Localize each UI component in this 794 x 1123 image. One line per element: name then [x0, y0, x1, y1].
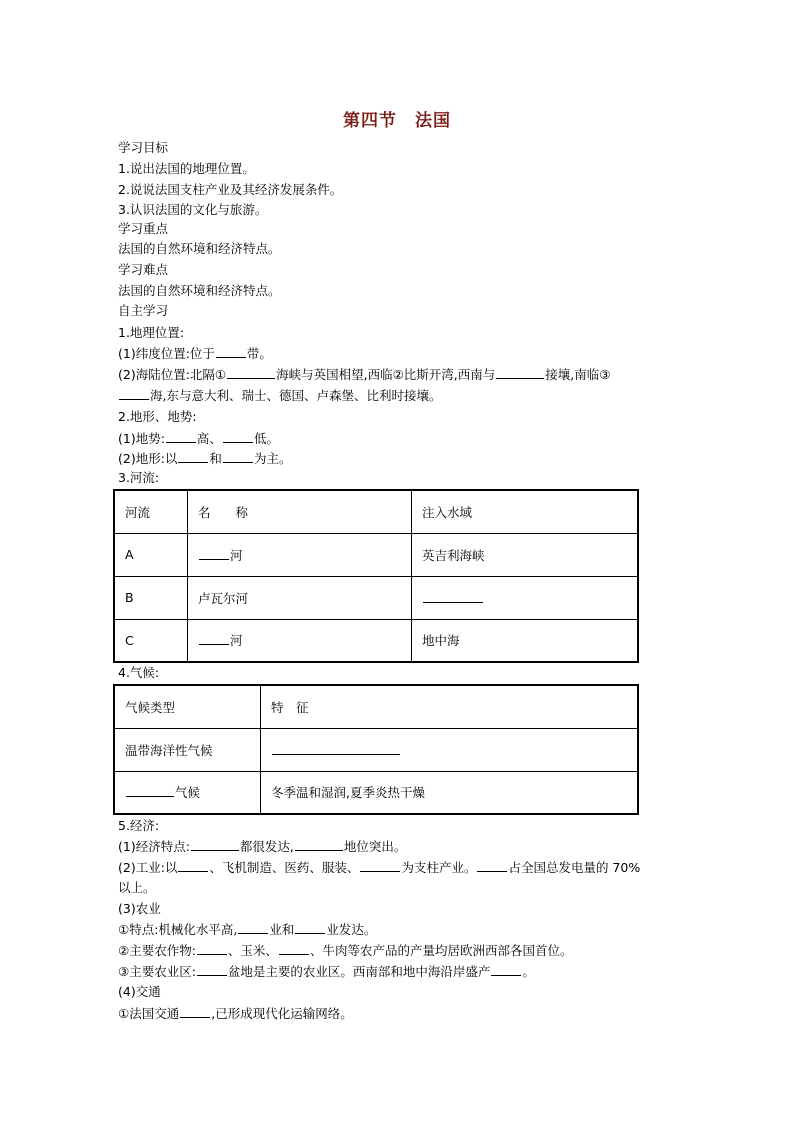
climate-feature: 冬季温和湿润,夏季炎热干燥 — [261, 771, 639, 814]
answer-blank[interactable] — [272, 742, 400, 755]
table-row — [114, 576, 638, 619]
industry-question — [118, 859, 640, 876]
answer-blank[interactable] — [197, 963, 227, 976]
table-header-row — [114, 685, 638, 728]
river-sea: 英吉利海峡 — [412, 533, 639, 576]
question-text: 和 — [209, 451, 222, 466]
question-text: 海峡与英国相望,西临②比斯开湾,西南与 — [276, 367, 496, 382]
subsection-heading: 5.经济: — [118, 818, 160, 833]
climate-type-suffix: 气候 — [175, 785, 201, 801]
sea-land-question — [118, 366, 610, 383]
section-heading: 自主学习 — [118, 303, 169, 318]
answer-blank[interactable] — [178, 450, 208, 463]
answer-blank[interactable] — [178, 859, 208, 872]
question-text: (2)地形:以 — [118, 451, 178, 466]
climate-type-cell — [114, 771, 261, 814]
answer-blank[interactable] — [223, 450, 253, 463]
answer-blank[interactable] — [279, 942, 309, 955]
question-text: ,已形成现代化运输网络。 — [211, 1006, 353, 1021]
question-text: 带。 — [246, 346, 272, 361]
difficulty-text: 法国的自然环境和经济特点。 — [118, 283, 281, 298]
subsection-heading: 4.气候: — [118, 665, 160, 680]
river-code: C — [114, 619, 188, 662]
river-name-suffix: 河 — [230, 547, 243, 563]
transport-question — [118, 1005, 353, 1022]
question-text: 占全国总发电量的 70% — [508, 860, 641, 875]
question-text: 、飞机制造、医药、服装、 — [209, 860, 360, 875]
answer-blank[interactable] — [197, 942, 227, 955]
column-header: 特 征 — [261, 685, 639, 728]
table-row — [114, 619, 638, 662]
economy-question — [118, 838, 406, 855]
answer-blank[interactable] — [180, 1005, 210, 1018]
river-name-cell — [188, 533, 412, 576]
table-row — [114, 533, 638, 576]
question-text: (2)海陆位置:北隔① — [118, 367, 227, 382]
river-sea: 地中海 — [412, 619, 639, 662]
objective-2: 2.说说法国支柱产业及其经济发展条件。 — [118, 182, 343, 197]
river-sea-cell — [412, 576, 639, 619]
column-header: 注入水域 — [412, 490, 639, 533]
answer-blank[interactable] — [496, 366, 544, 379]
page-title: 第四节 法国 — [343, 111, 451, 131]
question-text: (1)地势: — [118, 431, 165, 446]
answer-blank[interactable] — [223, 430, 253, 443]
agriculture-question — [118, 921, 376, 938]
answer-blank[interactable] — [227, 366, 275, 379]
column-header: 名 称 — [188, 490, 412, 533]
answer-blank[interactable] — [477, 859, 507, 872]
question-text: 地位突出。 — [343, 839, 407, 854]
answer-blank[interactable] — [360, 859, 400, 872]
answer-blank[interactable] — [199, 632, 229, 645]
answer-blank[interactable] — [216, 345, 246, 358]
question-text: (1)经济特点: — [118, 839, 190, 854]
industry-question-cont: 以上。 — [118, 880, 156, 895]
section-heading: 学习难点 — [118, 262, 169, 277]
question-text: ①特点:机械化水平高, — [118, 922, 238, 937]
river-code: A — [114, 533, 188, 576]
latitude-question — [118, 345, 272, 362]
table-row — [114, 728, 638, 771]
crops-question — [118, 942, 572, 959]
subsection-heading: (3)农业 — [118, 901, 161, 916]
question-text: ②主要农作物: — [118, 943, 196, 958]
question-text: 、牛肉等农产品的产量均居欧洲西部各国首位。 — [309, 943, 573, 958]
answer-blank[interactable] — [295, 921, 325, 934]
terrain-question — [118, 430, 279, 447]
subsection-heading: 2.地形、地势: — [118, 409, 197, 424]
question-text: 盆地是主要的农业区。西南部和地中海沿岸盛产 — [227, 964, 491, 979]
question-text: 高、 — [196, 431, 222, 446]
answer-blank[interactable] — [166, 430, 196, 443]
section-heading: 学习目标 — [118, 140, 169, 155]
objective-1: 1.说出法国的地理位置。 — [118, 161, 255, 176]
river-code: B — [114, 576, 188, 619]
question-text: (1)纬度位置:位于 — [118, 346, 215, 361]
sea-land-question-cont — [118, 387, 441, 404]
question-text: 。 — [522, 964, 535, 979]
farm-region-question — [118, 963, 535, 980]
river-table — [113, 489, 639, 663]
question-text: 接壤,南临③ — [545, 367, 611, 382]
river-name: 卢瓦尔河 — [188, 576, 412, 619]
key-point-text: 法国的自然环境和经济特点。 — [118, 241, 281, 256]
subsection-heading: 3.河流: — [118, 470, 160, 485]
answer-blank[interactable] — [126, 784, 174, 797]
answer-blank[interactable] — [238, 921, 268, 934]
climate-feature-cell — [261, 728, 639, 771]
question-text: 业和 — [269, 922, 295, 937]
question-text: (2)工业:以 — [118, 860, 178, 875]
river-name-suffix: 河 — [230, 633, 243, 649]
river-name-cell — [188, 619, 412, 662]
question-text: 为主。 — [253, 451, 292, 466]
question-text: 为支柱产业。 — [401, 860, 477, 875]
section-heading: 学习重点 — [118, 221, 169, 236]
answer-blank[interactable] — [423, 590, 483, 603]
subsection-heading: 1.地理位置: — [118, 325, 185, 340]
table-row — [114, 771, 638, 814]
table-header-row — [114, 490, 638, 533]
question-text: 、玉米、 — [227, 943, 278, 958]
climate-table — [113, 684, 639, 815]
answer-blank[interactable] — [119, 387, 149, 400]
question-text: 低。 — [253, 431, 279, 446]
column-header: 河流 — [114, 490, 188, 533]
column-header: 气候类型 — [114, 685, 261, 728]
question-text: ③主要农业区: — [118, 964, 196, 979]
question-text: 都很发达, — [239, 839, 294, 854]
landform-question — [118, 450, 291, 467]
subsection-heading: (4)交通 — [118, 984, 161, 999]
climate-type: 温带海洋性气候 — [114, 728, 261, 771]
answer-blank[interactable] — [491, 963, 521, 976]
objective-3: 3.认识法国的文化与旅游。 — [118, 202, 268, 217]
answer-blank[interactable] — [191, 838, 239, 851]
question-text: 业发达。 — [326, 922, 377, 937]
answer-blank[interactable] — [199, 547, 229, 560]
answer-blank[interactable] — [295, 838, 343, 851]
question-text: 海,东与意大利、瑞士、德国、卢森堡、比利时接壤。 — [150, 388, 442, 403]
question-text: ①法国交通 — [118, 1006, 180, 1021]
